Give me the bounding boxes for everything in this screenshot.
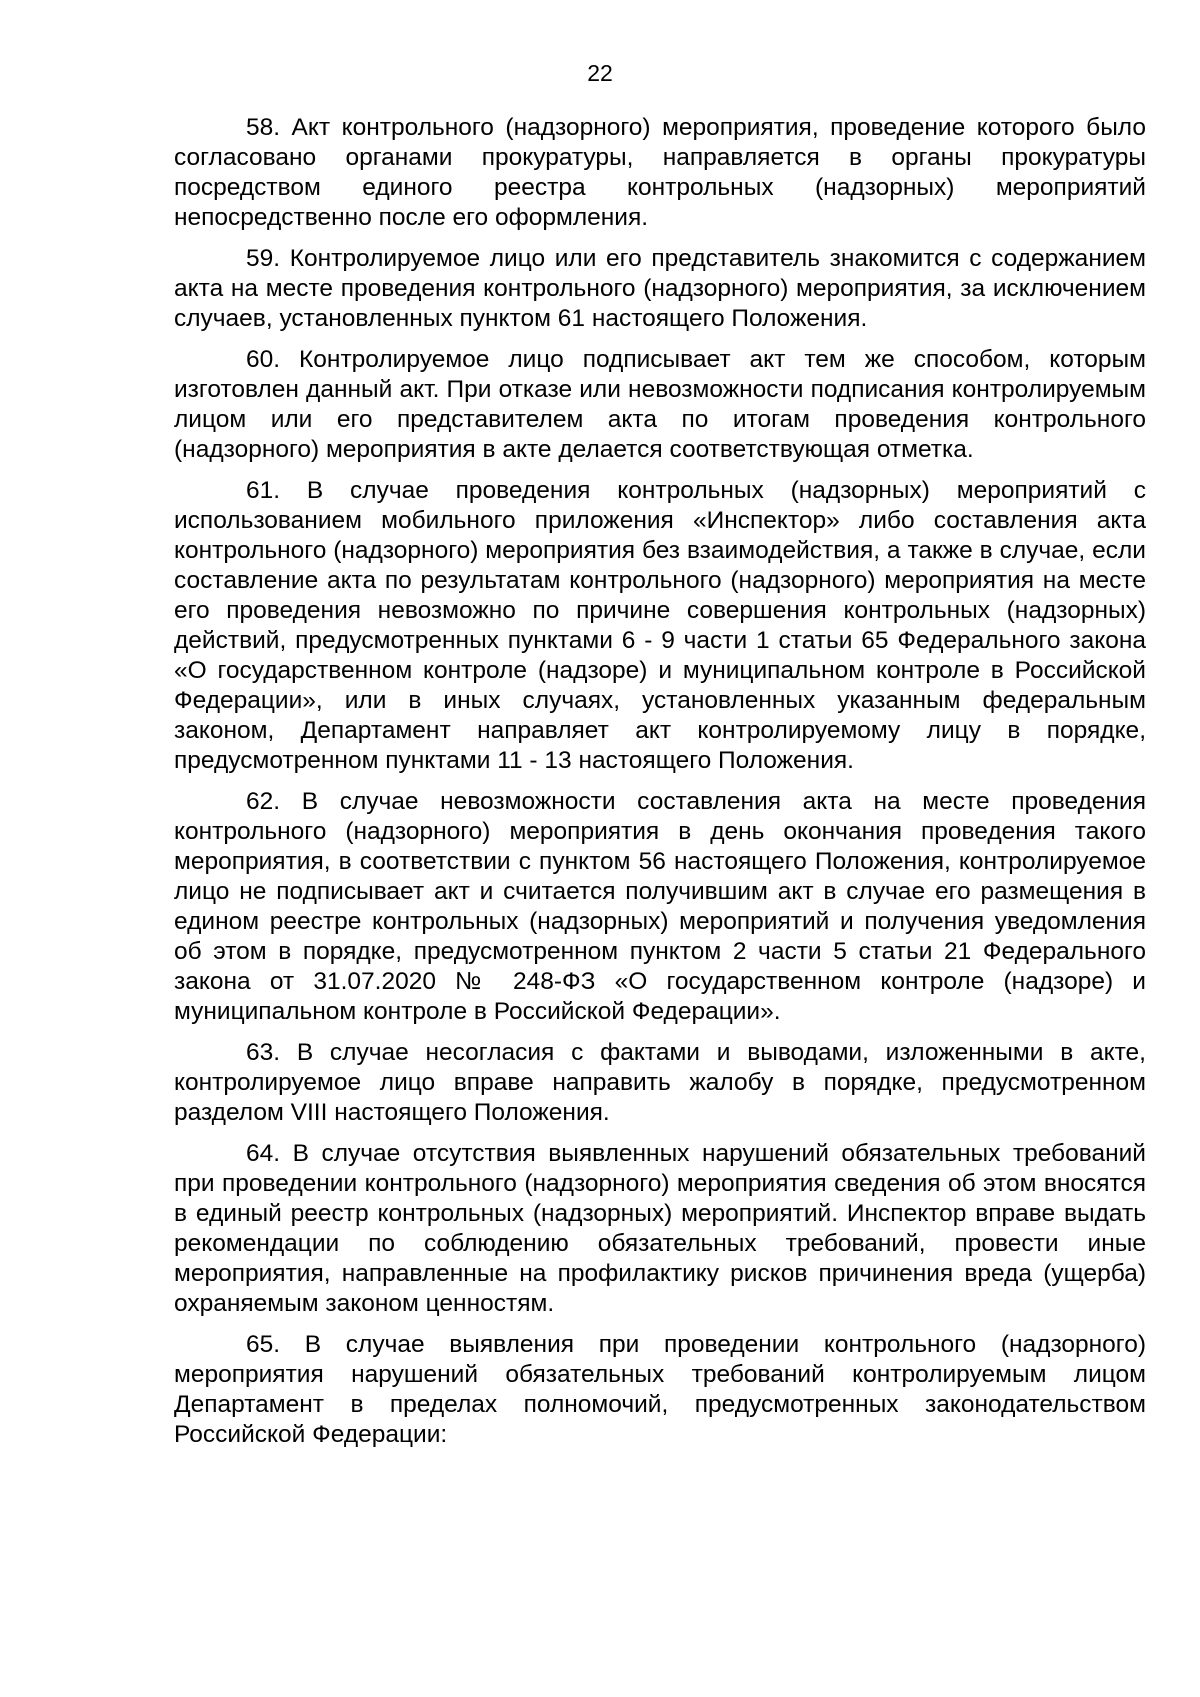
paragraph-64: 64. В случае отсутствия выявленных нарушений обязательных требований при проведении контрольного (надзорного) мероприятия сведения об этом вносятся в единый реестр контрольных (надзорных) мероприятий. Инспектор вправе выдать рекомендации по соблюдению обязательных требований, провести иные мероприятия, направленные на профилактику рисков причинения вреда (ущерба) охраняемым законом ценностям. <box>174 1140 1146 1317</box>
paragraph-59: 59. Контролируемое лицо или его представитель знакомится с содержанием акта на месте проведения контрольного (надзорного) мероприятия, за исключением случаев, установленных пунктом 61 настоящего Положения. <box>174 245 1146 332</box>
paragraph-61: 61. В случае проведения контрольных (надзорных) мероприятий с использованием мобильного приложения «Инспектор» либо составления акта контрольного (надзорного) мероприятия без взаимодействия, а также в случае, если составление акта по результатам контрольного (надзорного) мероприятия на месте его проведения невозможно по причине совершения контрольных (надзорных) действий, предусмотренных пунктами 6 - 9 части 1 статьи 65 Федерального закона «О государственном контроле (надзоре) и муниципальном контроле в Российской Федерации», или в иных случаях, установленных указанным федеральным законом, Департамент направляет акт контролируемому лицу в порядке, предусмотренном пунктами 11 - 13 настоящего Положения. <box>174 477 1146 774</box>
page-number: 22 <box>587 60 613 86</box>
paragraph-63: 63. В случае несогласия с фактами и выводами, изложенными в акте, контролируемое лицо вправе направить жалобу в порядке, предусмотренном разделом VIII настоящего Положения. <box>174 1039 1146 1126</box>
paragraph-60: 60. Контролируемое лицо подписывает акт тем же способом, которым изготовлен данный акт. При отказе или невозможности подписания контролируемым лицом или его представителем акта по итогам проведения контрольного (надзорного) мероприятия в акте делается соответствующая отметка. <box>174 346 1146 463</box>
paragraph-58: 58. Акт контрольного (надзорного) мероприятия, проведение которого было согласовано органами прокуратуры, направляется в органы прокуратуры посредством единого реестра контрольных (надзорных) мероприятий непосредственно после его оформления. <box>174 114 1146 231</box>
document-body <box>174 113 1146 1461</box>
paragraph-65: 65. В случае выявления при проведении контрольного (надзорного) мероприятия нарушений обязательных требований контролируемым лицом Департамент в пределах полномочий, предусмотренных законодательством Российской Федерации: <box>174 1331 1146 1448</box>
paragraph-62: 62. В случае невозможности составления акта на месте проведения контрольного (надзорного) мероприятия в день окончания проведения такого мероприятия, в соответствии с пунктом 56 настоящего Положения, контролируемое лицо не подписывает акт и считается получившим акт в случае его размещения в едином реестре контрольных (надзорных) мероприятий и получения уведомления об этом в порядке, предусмотренном пунктом 2 части 5 статьи 21 Федерального закона от 31.07.2020 № 248-ФЗ «О государственном контроле (надзоре) и муниципальном контроле в Российской Федерации». <box>174 788 1146 1025</box>
